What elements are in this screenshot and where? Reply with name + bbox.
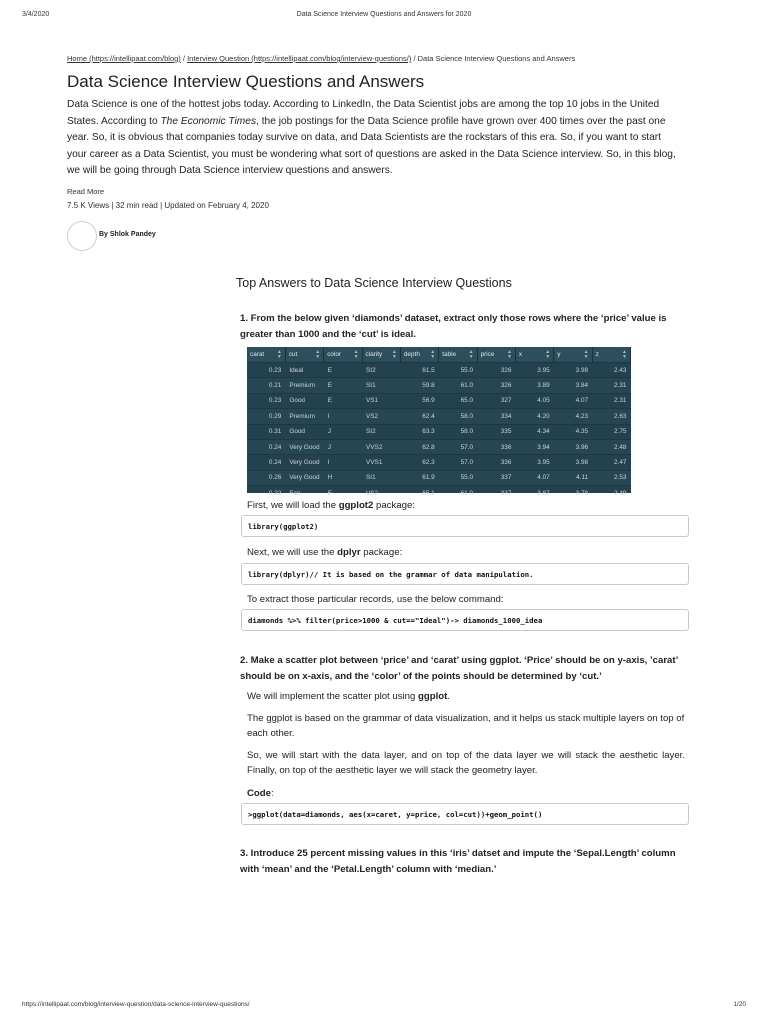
table-row [247, 470, 631, 485]
table-cell: 63.3 [400, 424, 438, 439]
table-cell: E [324, 378, 362, 393]
code-label: Code [247, 788, 271, 799]
intro-emphasis: The Economic Times [160, 115, 257, 127]
table-cell: 62.3 [400, 455, 438, 470]
q1-text-1-part: package: [373, 500, 415, 511]
table-cell: 2.49 [592, 486, 630, 501]
table-cell: 2.63 [592, 409, 630, 424]
breadcrumb [67, 54, 575, 63]
table-cell: 0.23 [247, 363, 285, 378]
table-cell: 61.0 [439, 378, 477, 393]
table-cell: 3.94 [515, 439, 553, 454]
table-body [247, 363, 631, 501]
table-cell: 2.47 [592, 455, 630, 470]
table-cell: Premium [285, 378, 323, 393]
table-cell: SI2 [362, 424, 400, 439]
breadcrumb-separator: / [411, 54, 418, 63]
table-header-label: y [557, 351, 561, 358]
table-cell: 62.4 [400, 409, 438, 424]
sort-icon: ▲ ▼ [583, 349, 589, 360]
table-cell: 337 [477, 470, 515, 485]
table-cell: 0.23 [247, 393, 285, 408]
question-2: 2. Make a scatter plot between ‘price’ and ‘carat’ using ggplot. ‘Price’ should be on y-axis, ’carat’ should be on x-axis, and the ‘color’ of the points should be determined by ‘cut.’ [240, 655, 678, 682]
table-cell: E [324, 393, 362, 408]
table-cell: J [324, 424, 362, 439]
breadcrumb-current: Data Science Interview Questions and Answers [417, 54, 576, 63]
table-cell: 58.0 [439, 424, 477, 439]
sort-icon: ▲ ▼ [276, 349, 282, 360]
table-header-x [515, 347, 553, 363]
table-header-label: carat [250, 351, 265, 358]
author-avatar [67, 221, 97, 251]
table-cell: 2.75 [592, 424, 630, 439]
table-cell: VVS1 [362, 455, 400, 470]
read-more-link[interactable]: Read More [67, 187, 105, 196]
table-cell: SI1 [362, 378, 400, 393]
table-cell: 4.34 [515, 424, 553, 439]
intro-paragraph [67, 97, 679, 180]
question-3: 3. Introduce 25 percent missing values in this ‘iris’ datset and impute the ‘Sepal.Length’ column with ‘mean’ and the ‘Petal.Length’ column with ‘median.’ [240, 848, 676, 875]
table-header-label: x [518, 351, 523, 358]
table-header-color [324, 347, 362, 363]
table-cell: 3.95 [515, 363, 553, 378]
table-row [247, 424, 631, 439]
table-cell: 335 [477, 424, 515, 439]
table-cell: 55.0 [439, 470, 477, 485]
table-cell: Premium [285, 409, 323, 424]
diamonds-table [247, 347, 631, 501]
table-cell: 0.24 [247, 439, 285, 454]
q2-code-label [247, 786, 685, 801]
table-header-z [592, 347, 630, 363]
table-header-label: depth [403, 351, 420, 358]
table-cell: 59.8 [400, 378, 438, 393]
sort-icon: ▲ ▼ [545, 349, 551, 360]
breadcrumb-separator: / [180, 54, 188, 63]
q2-text-3: So, we will start with the data layer, and on top of the data layer we will stack the aesthetic layer. Finally, on top of the aesthetic layer we will stack the geometry layer. [247, 750, 685, 777]
table-cell: VS1 [362, 393, 400, 408]
question-1: 1. From the below given ‘diamonds’ dataset, extract only those rows where the ‘price’ value is greater than 1000 and the ‘cut’ is ideal. [240, 313, 667, 340]
table-cell: J [324, 439, 362, 454]
table-cell: E [324, 363, 362, 378]
print-date: 3/4/2020 [22, 11, 50, 18]
table-cell: 4.05 [515, 393, 553, 408]
table-cell: Ideal [285, 363, 323, 378]
table-cell: 58.0 [439, 409, 477, 424]
table-cell: 0.31 [247, 424, 285, 439]
table-cell: 4.07 [554, 393, 592, 408]
table-cell: 337 [477, 486, 515, 501]
table-cell: 327 [477, 393, 515, 408]
q2-text-2: The ggplot is based on the grammar of data visualization, and it helps us stack multiple layers on top of each other. [247, 713, 685, 740]
table-cell: 61.9 [400, 470, 438, 485]
table-cell: 0.29 [247, 409, 285, 424]
table-cell: Very Good [285, 455, 323, 470]
q1-text-2-part: package: [360, 547, 403, 558]
table-header-label: z [595, 351, 599, 358]
table-cell: 4.11 [554, 470, 592, 485]
print-url: https://intellipaat.com/blog/interview-question/data-science-interview-questions/ [22, 1001, 250, 1008]
table-cell: Very Good [285, 439, 323, 454]
table-cell: Fair [285, 486, 323, 501]
table-row [247, 409, 631, 424]
sort-icon: ▲ ▼ [353, 349, 359, 360]
q1-text-3: To extract those particular records, use the below command: [247, 594, 504, 605]
table-cell: SI1 [362, 470, 400, 485]
table-cell: 2.43 [592, 363, 630, 378]
table-cell: 0.26 [247, 470, 285, 485]
table-cell: Very Good [285, 470, 323, 485]
table-header-depth [400, 347, 438, 363]
article-meta: 7.5 K Views | 32 min read | Updated on February 4, 2020 [67, 201, 269, 210]
table-cell: 4.23 [554, 409, 592, 424]
table-header-row [247, 347, 631, 363]
table-header-label: table [442, 351, 457, 358]
table-cell: Good [285, 424, 323, 439]
table-cell: 61.0 [439, 486, 477, 501]
table-row [247, 363, 631, 378]
table-cell: 3.96 [554, 439, 592, 454]
table-cell: 56.9 [400, 393, 438, 408]
q1-text-2 [247, 545, 685, 560]
table-cell: SI2 [362, 363, 400, 378]
table-header-carat [247, 347, 285, 363]
print-title: Data Science Interview Questions and Answers for 2020 [296, 11, 472, 18]
table-cell: 3.84 [554, 378, 592, 393]
table-row [247, 393, 631, 408]
table-cell: 0.24 [247, 455, 285, 470]
intro-text: , the job postings for the Data Science profile have grown over 400 times over the past one year. So, it is obvious that companies today survive on data, and Data Scientists are the rockstars of this era. So, if you want to start your career as a Data Scientist, you must be wondering what sort of questions are asked in the Data Science interview. So, in this blog, we will be going through Data Science interview questions and answers. [67, 115, 676, 177]
sort-icon: ▲ ▼ [430, 349, 436, 360]
table-cell: 57.0 [439, 439, 477, 454]
table-cell: Good [285, 393, 323, 408]
q1-text-1-bold: ggplot2 [338, 500, 374, 511]
table-cell: 3.89 [515, 378, 553, 393]
table-cell: 4.35 [554, 424, 592, 439]
table-cell: 3.87 [515, 486, 553, 501]
table-cell: 336 [477, 455, 515, 470]
table-cell: VVS2 [362, 439, 400, 454]
table-cell: 334 [477, 409, 515, 424]
q1-text-2-part: Next, we will use the [247, 547, 338, 558]
sort-icon: ▲ ▼ [468, 349, 474, 360]
table-cell: 4.20 [515, 409, 553, 424]
q2-text-1 [247, 689, 685, 704]
sort-icon: ▲ ▼ [315, 349, 321, 360]
diamonds-table-image [247, 347, 631, 497]
table-cell: 0.22 [247, 486, 285, 501]
table-header-table [439, 347, 477, 363]
code-block-4[interactable]: >ggplot(data=diamonds, aes(x=caret, y=price, col=cut))+geom_point() [241, 803, 689, 825]
table-cell: 0.21 [247, 378, 285, 393]
code-block-1[interactable]: library(ggplot2) [241, 515, 689, 537]
table-header-label: cut [288, 351, 298, 358]
q1-text-1 [247, 498, 685, 513]
table-cell: 65.0 [439, 393, 477, 408]
table-cell: 2.48 [592, 439, 630, 454]
table-cell: I [324, 455, 362, 470]
table-cell: E [324, 486, 362, 501]
table-cell: H [324, 470, 362, 485]
sort-icon: ▲ ▼ [391, 349, 397, 360]
sort-icon: ▲ ▼ [622, 349, 627, 360]
breadcrumb-home-link[interactable]: Home (https://intellipaat.com/blog) [67, 54, 181, 63]
table-cell: 336 [477, 439, 515, 454]
table-cell: 326 [477, 378, 515, 393]
code-label-colon: : [270, 788, 274, 799]
q1-text-2-bold: dplyr [337, 547, 361, 558]
table-header-price [477, 347, 515, 363]
page-title: Data Science Interview Questions and Answers [67, 72, 425, 91]
table-cell: 2.53 [592, 470, 630, 485]
table-row [247, 378, 631, 393]
table-cell: 62.8 [400, 439, 438, 454]
sort-icon: ▲ ▼ [506, 349, 512, 360]
code-block-2[interactable]: library(dplyr)// It is based on the grammar of data manipulation. [241, 563, 689, 585]
table-cell: I [324, 409, 362, 424]
table-header-clarity [362, 347, 400, 363]
table-header-label: price [480, 351, 495, 358]
table-header-label: color [327, 351, 342, 358]
table-header-label: clarity [365, 351, 383, 358]
table-row [247, 439, 631, 454]
table-cell: 2.31 [592, 393, 630, 408]
table-cell: 2.31 [592, 378, 630, 393]
table-cell: 57.0 [439, 455, 477, 470]
table-cell: VS2 [362, 409, 400, 424]
q1-text-1-part: First, we will load the [247, 500, 339, 511]
table-cell: 3.95 [515, 455, 553, 470]
table-cell: 65.1 [400, 486, 438, 501]
table-cell: 61.5 [400, 363, 438, 378]
page-number: 1/20 [733, 1001, 746, 1008]
code-block-3[interactable]: diamonds %>% filter(price>1000 & cut=="Ideal")-> diamonds_1000_idea [241, 609, 689, 631]
q2-text-1-part: We will implement the scatter plot using [247, 691, 418, 702]
table-cell: VS2 [362, 486, 400, 501]
table-cell: 3.98 [554, 455, 592, 470]
intro-text: Data Science is one of the hottest jobs today. According to LinkedIn, the Data Scientist jobs are among the top 10 jobs in the United States. According to [67, 99, 660, 127]
table-cell: 3.78 [554, 486, 592, 501]
table-row [247, 455, 631, 470]
table-cell: 4.07 [515, 470, 553, 485]
breadcrumb-interview-link[interactable]: Interview Question (https://intellipaat.com/blog/interview-questions/) [187, 54, 412, 63]
table-header-y [554, 347, 592, 363]
table-cell: 55.0 [439, 363, 477, 378]
section-title: Top Answers to Data Science Interview Questions [236, 276, 512, 290]
table-cell: 326 [477, 363, 515, 378]
author-name: By Shlok Pandey [99, 231, 156, 238]
q2-text-1-bold: ggplot [417, 691, 448, 702]
table-cell: 3.98 [554, 363, 592, 378]
q2-text-1-part: . [447, 691, 450, 702]
table-header-cut [285, 347, 323, 363]
